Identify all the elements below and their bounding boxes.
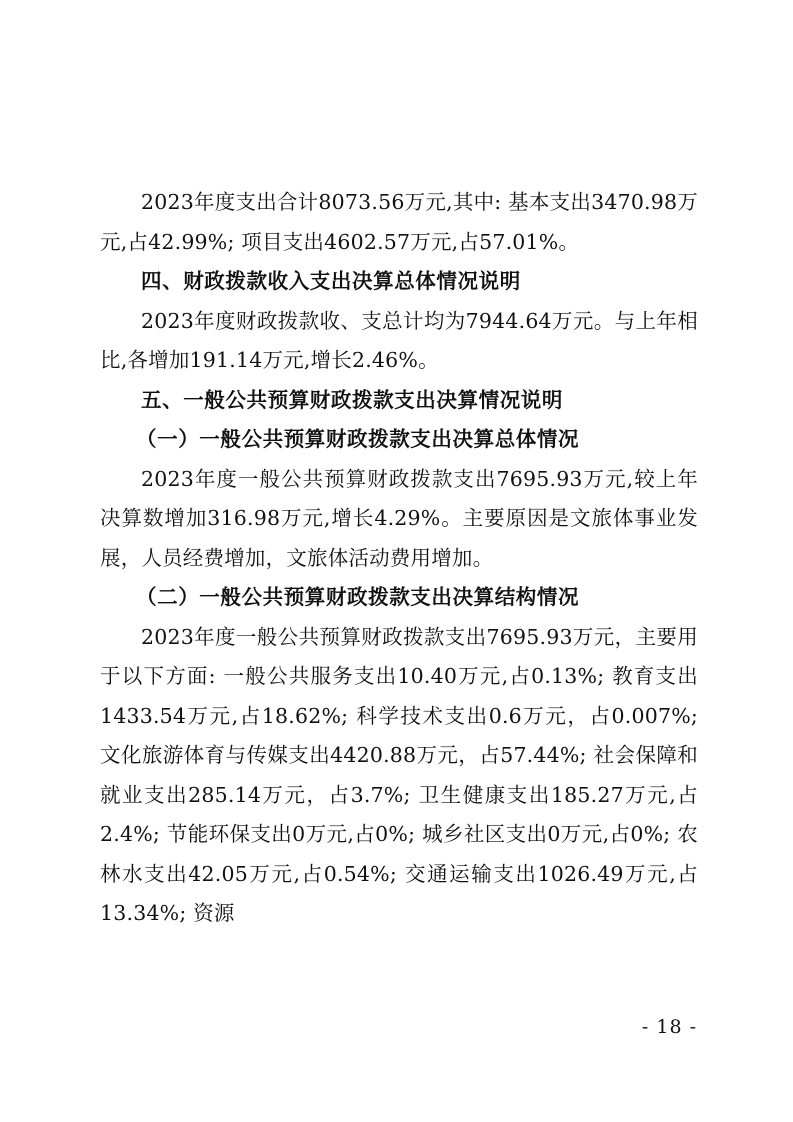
paragraph-expenditure-total: 2023年度支出合计8073.56万元,其中: 基本支出3470.98万元,占42.99%; 项目支出4602.57万元,占57.01%。 bbox=[100, 190, 698, 254]
paragraph-general-budget-overall: 2023年度一般公共预算财政拨款支出7695.93万元,较上年决算数增加316.98万元,增长4.29%。主要原因是文旅体事业发展，人员经费增加，文旅体活动费用增加。 bbox=[100, 466, 698, 570]
page-number: - 18 - bbox=[641, 1016, 697, 1038]
section-heading-4: 四、财政拨款收入支出决算总体情况说明 bbox=[141, 269, 521, 293]
subsection-heading-2: （二）一般公共预算财政拨款支出决算结构情况 bbox=[136, 585, 580, 609]
paragraph-general-budget-structure: 2023年度一般公共预算财政拨款支出7695.93万元，主要用于以下方面: 一般公共服务支出10.40万元,占0.13%; 教育支出1433.54万元,占18.62%; 科学技术支出0.6万元，占0.007%; 文化旅游体育与传媒支出4420.88万元，占57.44%; 社会保障和就业支出285.14万元，占3.7%; 卫生健康支出185.27万元,占2.4%; 节能环保支出0万元,占0%; 城乡社区支出0万元,占0%; 农林水支出42.05万元,占0.54%; 交通运输支出1026.49万元,占13.34%; 资源 bbox=[100, 624, 698, 925]
section-heading-5: 五、一般公共预算财政拨款支出决算情况说明 bbox=[141, 387, 563, 412]
subsection-heading-1: （一）一般公共预算财政拨款支出决算总体情况 bbox=[136, 427, 580, 451]
document-body bbox=[100, 183, 698, 934]
paragraph-fiscal-appropriation-total: 2023年度财政拨款收、支总计均为7944.64万元。与上年相比,各增加191.14万元,增长2.46%。 bbox=[100, 308, 698, 372]
